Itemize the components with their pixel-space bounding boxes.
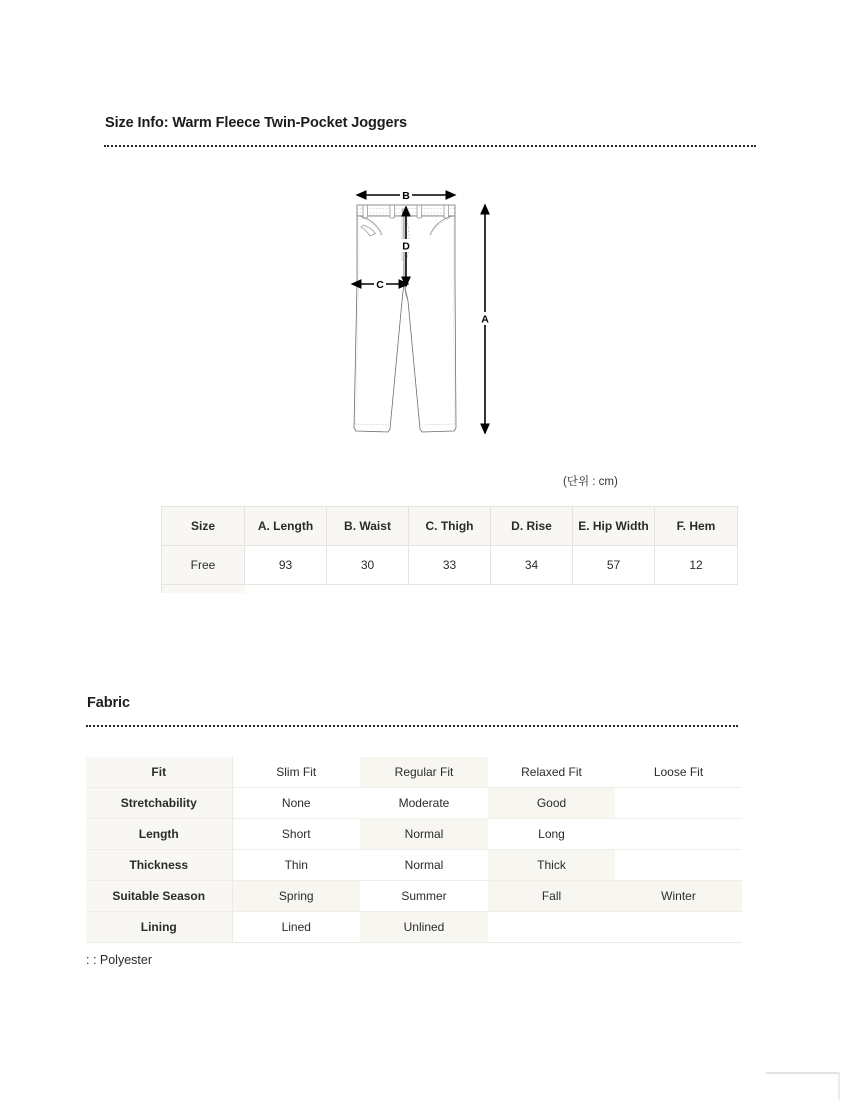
cell-d-rise: 34 bbox=[491, 546, 573, 585]
col-header-b-waist: B. Waist bbox=[327, 507, 409, 546]
fabric-option-cell[interactable]: Moderate bbox=[360, 788, 488, 819]
size-section-divider bbox=[104, 145, 756, 147]
cell-size-name: Free bbox=[162, 546, 245, 585]
cell-a-length: 93 bbox=[245, 546, 327, 585]
fabric-option-cell[interactable]: Thin bbox=[232, 850, 360, 881]
fabric-option-cell[interactable]: Slim Fit bbox=[232, 757, 360, 788]
fabric-row bbox=[86, 881, 742, 912]
col-header-f-hem: F. Hem bbox=[655, 507, 738, 546]
table-row-overflow bbox=[162, 585, 738, 594]
diagram-label-c: C bbox=[376, 279, 384, 291]
fabric-row bbox=[86, 819, 742, 850]
diagram-label-a: A bbox=[481, 313, 489, 326]
fabric-option-cell[interactable]: Spring bbox=[232, 881, 360, 912]
fabric-option-cell[interactable]: Relaxed Fit bbox=[488, 757, 615, 788]
cell-b-waist: 30 bbox=[327, 546, 409, 585]
fabric-option-cell bbox=[615, 912, 742, 943]
diagram-label-d: D bbox=[402, 240, 410, 253]
col-header-e-hip-width: E. Hip Width bbox=[573, 507, 655, 546]
fabric-option-cell[interactable]: None bbox=[232, 788, 360, 819]
table-row bbox=[162, 546, 738, 585]
page-corner-mark bbox=[766, 1072, 860, 1100]
fabric-row-label: Thickness bbox=[86, 850, 232, 881]
table-header-row bbox=[162, 507, 738, 546]
fabric-attributes-table bbox=[86, 757, 742, 943]
fabric-row-label: Lining bbox=[86, 912, 232, 943]
unit-note: (단위 : cm) bbox=[563, 476, 618, 488]
fabric-composition-note: : : Polyester bbox=[86, 953, 152, 967]
fabric-row-label: Length bbox=[86, 819, 232, 850]
col-header-a-length: A. Length bbox=[245, 507, 327, 546]
fabric-row-label: Stretchability bbox=[86, 788, 232, 819]
fabric-option-cell[interactable]: Thick bbox=[488, 850, 615, 881]
fabric-option-cell[interactable]: Unlined bbox=[360, 912, 488, 943]
size-measurements-table bbox=[161, 506, 738, 593]
size-section-title: Size Info: Warm Fleece Twin-Pocket Joggers bbox=[105, 115, 407, 131]
fabric-option-cell[interactable]: Regular Fit bbox=[360, 757, 488, 788]
fabric-row bbox=[86, 788, 742, 819]
cell-f-hem: 12 bbox=[655, 546, 738, 585]
fabric-option-cell bbox=[488, 912, 615, 943]
fabric-option-cell bbox=[615, 819, 742, 850]
col-header-c-thigh: C. Thigh bbox=[409, 507, 491, 546]
fabric-option-cell bbox=[615, 788, 742, 819]
fabric-section-title: Fabric bbox=[87, 695, 130, 711]
diagram-label-b: B bbox=[402, 190, 410, 202]
fabric-option-cell[interactable]: Normal bbox=[360, 850, 488, 881]
corner-vertical-line bbox=[838, 1072, 840, 1100]
cell-c-thigh: 33 bbox=[409, 546, 491, 585]
col-header-size: Size bbox=[162, 507, 245, 546]
fabric-option-cell[interactable]: Summer bbox=[360, 881, 488, 912]
fabric-option-cell[interactable]: Good bbox=[488, 788, 615, 819]
fabric-option-cell[interactable]: Short bbox=[232, 819, 360, 850]
fabric-option-cell[interactable]: Winter bbox=[615, 881, 742, 912]
fabric-row bbox=[86, 757, 742, 788]
col-header-d-rise: D. Rise bbox=[491, 507, 573, 546]
fabric-row bbox=[86, 850, 742, 881]
fabric-option-cell[interactable]: Fall bbox=[488, 881, 615, 912]
fabric-option-cell[interactable]: Loose Fit bbox=[615, 757, 742, 788]
corner-horizontal-line bbox=[766, 1072, 840, 1074]
fabric-option-cell bbox=[615, 850, 742, 881]
fabric-section-divider bbox=[86, 725, 738, 727]
fabric-row bbox=[86, 912, 742, 943]
fabric-option-cell[interactable]: Lined bbox=[232, 912, 360, 943]
fabric-option-cell[interactable]: Normal bbox=[360, 819, 488, 850]
cell-e-hip-width: 57 bbox=[573, 546, 655, 585]
fabric-row-label: Fit bbox=[86, 757, 232, 788]
fabric-option-cell[interactable]: Long bbox=[488, 819, 615, 850]
fabric-row-label: Suitable Season bbox=[86, 881, 232, 912]
garment-diagram bbox=[330, 183, 510, 453]
